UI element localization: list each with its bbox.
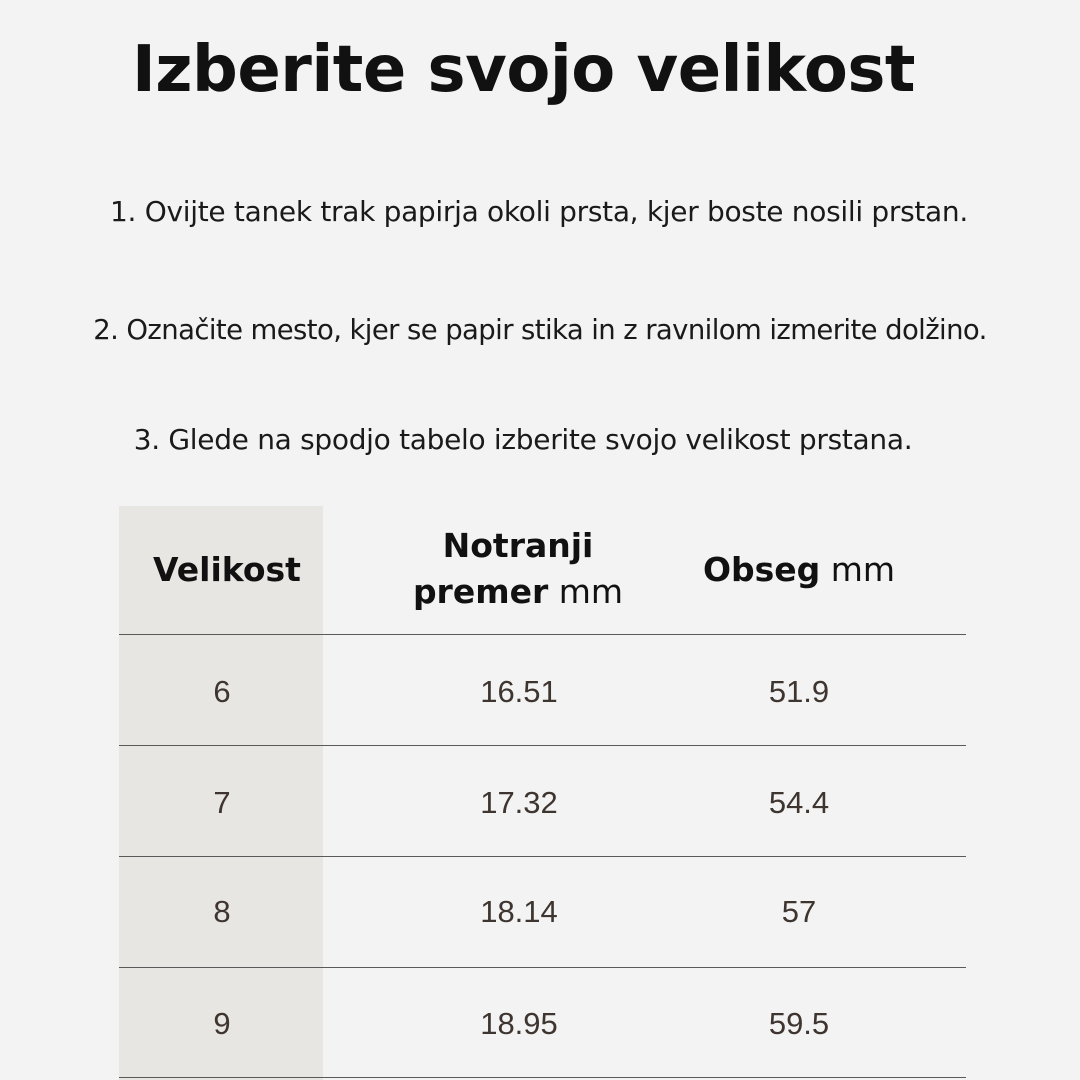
- instruction-step-3: 3. Glede na spodjo tabelo izberite svojo velikost prstana.: [133, 423, 913, 456]
- table-row-size: 9: [213, 1006, 231, 1041]
- table-row-circumference: 54.4: [768, 785, 830, 820]
- table-divider: [119, 745, 966, 746]
- table-row-size: 7: [213, 785, 231, 820]
- header-inner-diameter: [370, 523, 666, 615]
- header-inner-diameter-line1: Notranji: [442, 526, 594, 565]
- header-inner-diameter-unit: mm: [548, 572, 624, 611]
- table-row-circumference: 59.5: [768, 1006, 830, 1041]
- header-circumference: [680, 547, 918, 593]
- table-row-diameter: 18.95: [480, 1006, 558, 1041]
- table-row-diameter: 17.32: [480, 785, 558, 820]
- table-row-size: 6: [213, 674, 231, 709]
- table-divider: [119, 634, 966, 635]
- instruction-step-1: 1. Ovijte tanek trak papirja okoli prsta, kjer boste nosili prstan.: [110, 195, 968, 228]
- page-title: Izberite svojo velikost: [131, 33, 916, 107]
- table-divider: [119, 1077, 966, 1078]
- table-row-circumference: 57: [781, 894, 817, 929]
- header-circumference-label: Obseg: [702, 550, 821, 589]
- table-row-diameter: 18.14: [480, 894, 558, 929]
- table-divider: [119, 856, 966, 857]
- instruction-step-2: 2. Označite mesto, kjer se papir stika in z ravnilom izmerite dolžino.: [93, 314, 987, 346]
- table-row-size: 8: [213, 894, 231, 929]
- table-row-circumference: 51.9: [768, 674, 830, 709]
- table-divider: [119, 967, 966, 968]
- header-circumference-unit: mm: [820, 550, 896, 589]
- header-inner-diameter-line2: premer: [412, 572, 549, 611]
- header-size: Velikost: [153, 550, 301, 589]
- table-row-diameter: 16.51: [480, 674, 558, 709]
